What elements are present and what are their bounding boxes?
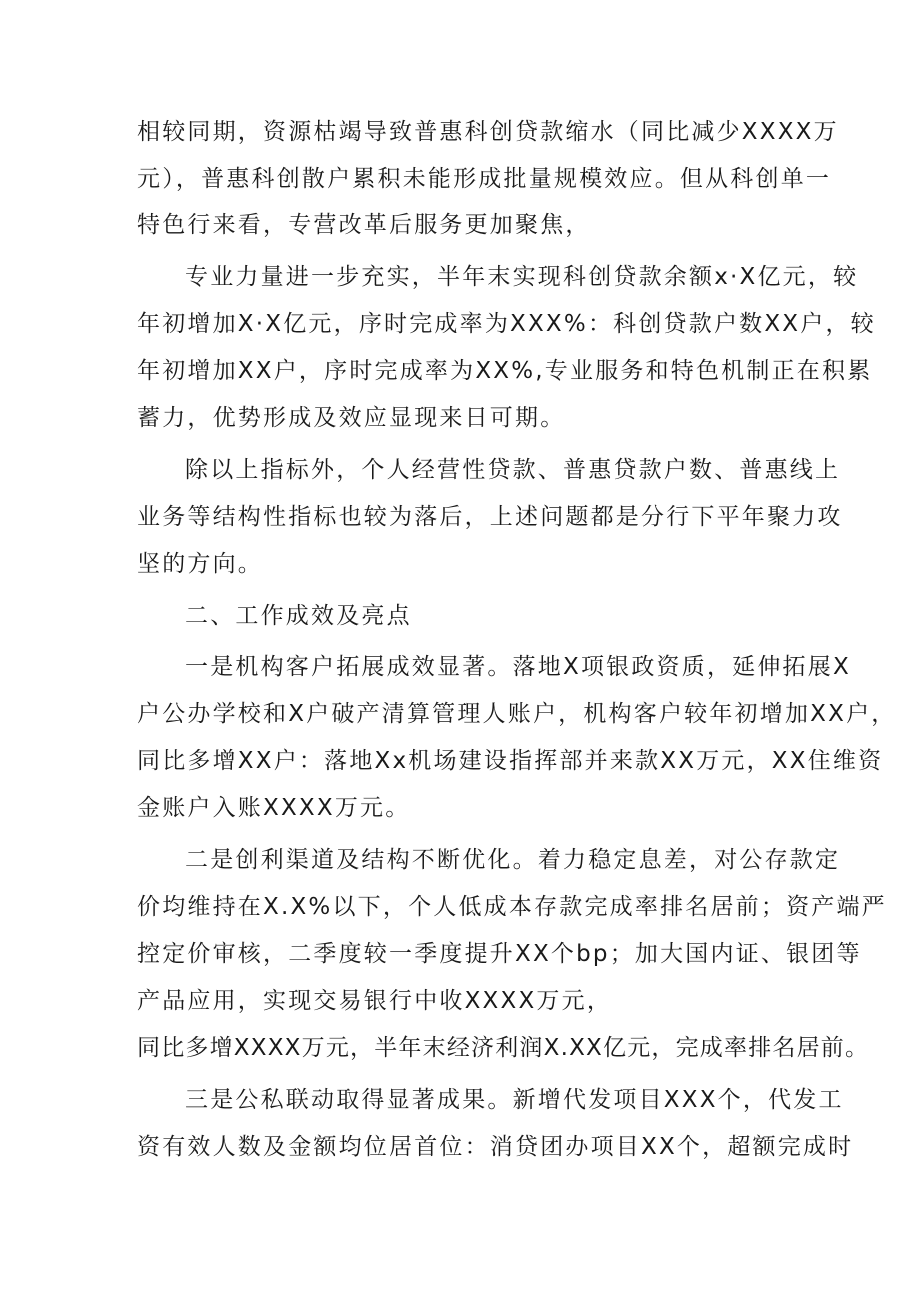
text-line: 户公办学校和X户破产清算管理人账户，机构客户较年初增加XX户， xyxy=(137,701,897,727)
text-line: 年初增加XX户，序时完成率为XX%,专业服务和特色机制正在积累 xyxy=(137,358,873,384)
paragraph-start-line: 一是机构客户拓展成效显著。落地X项银政资质，延伸拓展X xyxy=(185,654,851,680)
text-line: 资有效人数及金额均位居首位：消贷团办项目XX个，超额完成时 xyxy=(137,1134,854,1160)
paragraph-start-line: 专业力量进一步充实，半年末实现科创贷款余额x·X亿元，较 xyxy=(185,264,859,290)
text-line: 业务等结构性指标也较为落后，上述问题都是分行下平年聚力攻 xyxy=(137,504,843,530)
paragraph-start-line: 三是公私联动取得显著成果。新增代发项目XXX个，代发工 xyxy=(185,1087,844,1113)
text-line: 同比多增XXXX万元，半年末经济利润X.XX亿元，完成率排名居前。 xyxy=(137,1035,870,1061)
text-line: 产品应用，实现交易银行中收XXXX万元， xyxy=(137,988,613,1014)
paragraph-start-line: 除以上指标外，个人经营性贷款、普惠贷款户数、普惠线上 xyxy=(185,457,841,483)
text-line: 同比多增XX户：落地Xx机场建设指挥部并来款XX万元，XX住维资 xyxy=(137,748,884,774)
paragraph-start-line: 二是创利渠道及结构不断优化。着力稳定息差，对公存款定 xyxy=(185,847,841,873)
text-line: 控定价审核，二季度较一季度提升XX个bp；加大国内证、银团等 xyxy=(137,941,862,967)
text-line: 坚的方向。 xyxy=(137,551,263,577)
text-line: 元），普惠科创散户累积未能形成批量规模效应。但从科创单一 xyxy=(137,166,832,192)
text-line: 蓄力，优势形成及效应显现来日可期。 xyxy=(137,405,566,431)
section-heading: 二、工作成效及亮点 xyxy=(185,603,412,629)
text-line: 金账户入账XXXX万元。 xyxy=(137,795,411,821)
text-line: 年初增加X·X亿元，序时完成率为XXX%：科创贷款户数XX户，较 xyxy=(137,311,876,337)
text-line: 特色行来看，专营改革后服务更加聚焦， xyxy=(137,212,591,238)
text-line: 价均维持在X.X%以下，个人低成本存款完成率排名居前；资产端严 xyxy=(137,894,887,920)
text-line: 相较同期，资源枯竭导致普惠科创贷款缩水（同比减少XXXX万 xyxy=(137,119,839,145)
